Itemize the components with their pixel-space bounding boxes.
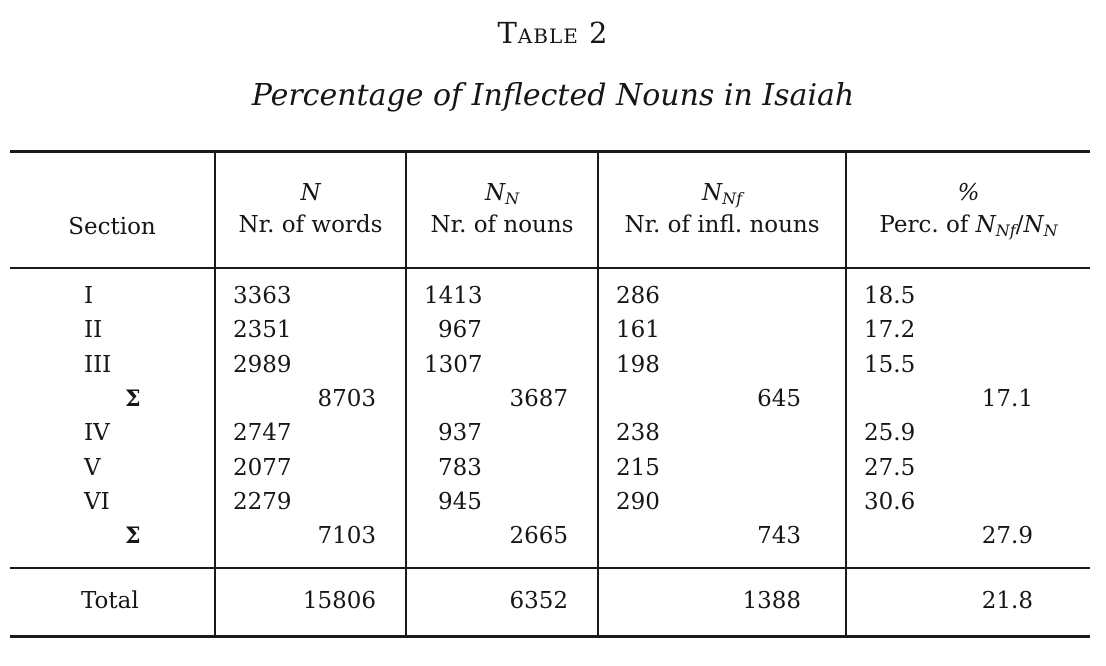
header-infl: Nr. of infl. nouns — [624, 212, 820, 238]
nouns-cell: 967 — [438, 317, 482, 343]
words-cell: 7103 — [317, 523, 376, 549]
header-perc: Perc. of NNf/NN — [879, 212, 1058, 240]
words-cell: 3363 — [233, 283, 292, 309]
perc-cell: 17.1 — [981, 386, 1033, 412]
header-nouns: Nr. of nouns — [430, 212, 574, 238]
words-cell: 2351 — [233, 317, 292, 343]
section-cell: Σ — [125, 386, 141, 412]
infl-cell: 198 — [616, 352, 660, 378]
total-infl: 1388 — [742, 588, 801, 614]
top-rule — [10, 150, 1090, 153]
table-label: Table 2 — [497, 16, 609, 50]
section-cell: II — [84, 317, 103, 343]
infl-cell: 290 — [616, 489, 660, 515]
header-nouns-symbol: NN — [484, 180, 520, 208]
bottom-rule — [10, 635, 1090, 638]
section-cell: I — [84, 283, 94, 309]
section-cell: IV — [84, 420, 110, 446]
perc-cell: 15.5 — [864, 352, 916, 378]
infl-cell: 286 — [616, 283, 660, 309]
section-cell: V — [84, 455, 101, 481]
infl-cell: 645 — [757, 386, 801, 412]
infl-cell: 215 — [616, 455, 660, 481]
words-cell: 2989 — [233, 352, 292, 378]
infl-cell: 238 — [616, 420, 660, 446]
words-cell: 2747 — [233, 420, 292, 446]
nouns-cell: 945 — [438, 489, 482, 515]
section-cell: III — [84, 352, 112, 378]
header-words-symbol: N — [300, 180, 321, 206]
header-rule — [10, 267, 1090, 269]
total-label: Total — [81, 588, 139, 614]
words-cell: 2077 — [233, 455, 292, 481]
section-cell: VI — [84, 489, 110, 515]
nouns-cell: 1307 — [424, 352, 483, 378]
nouns-cell: 3687 — [509, 386, 568, 412]
perc-cell: 17.2 — [864, 317, 916, 343]
perc-cell: 27.9 — [981, 523, 1033, 549]
total-nouns: 6352 — [509, 588, 568, 614]
infl-cell: 161 — [616, 317, 660, 343]
nouns-cell: 783 — [438, 455, 482, 481]
total-perc: 21.8 — [981, 588, 1033, 614]
total-rule — [10, 567, 1090, 569]
perc-cell: 30.6 — [864, 489, 916, 515]
perc-cell: 18.5 — [864, 283, 916, 309]
nouns-cell: 937 — [438, 420, 482, 446]
total-words: 15806 — [302, 588, 376, 614]
infl-cell: 743 — [757, 523, 801, 549]
header-perc-symbol: % — [957, 180, 980, 206]
nouns-cell: 2665 — [509, 523, 568, 549]
perc-cell: 25.9 — [864, 420, 916, 446]
section-cell: Σ — [125, 523, 141, 549]
table-caption: Percentage of Inflected Nouns in Isaiah — [251, 78, 855, 113]
header-infl-symbol: NNf — [701, 180, 743, 208]
header-words: Nr. of words — [238, 212, 383, 238]
perc-cell: 27.5 — [864, 455, 916, 481]
words-cell: 8703 — [317, 386, 376, 412]
nouns-cell: 1413 — [424, 283, 483, 309]
header-section: Section — [68, 214, 156, 240]
words-cell: 2279 — [233, 489, 292, 515]
